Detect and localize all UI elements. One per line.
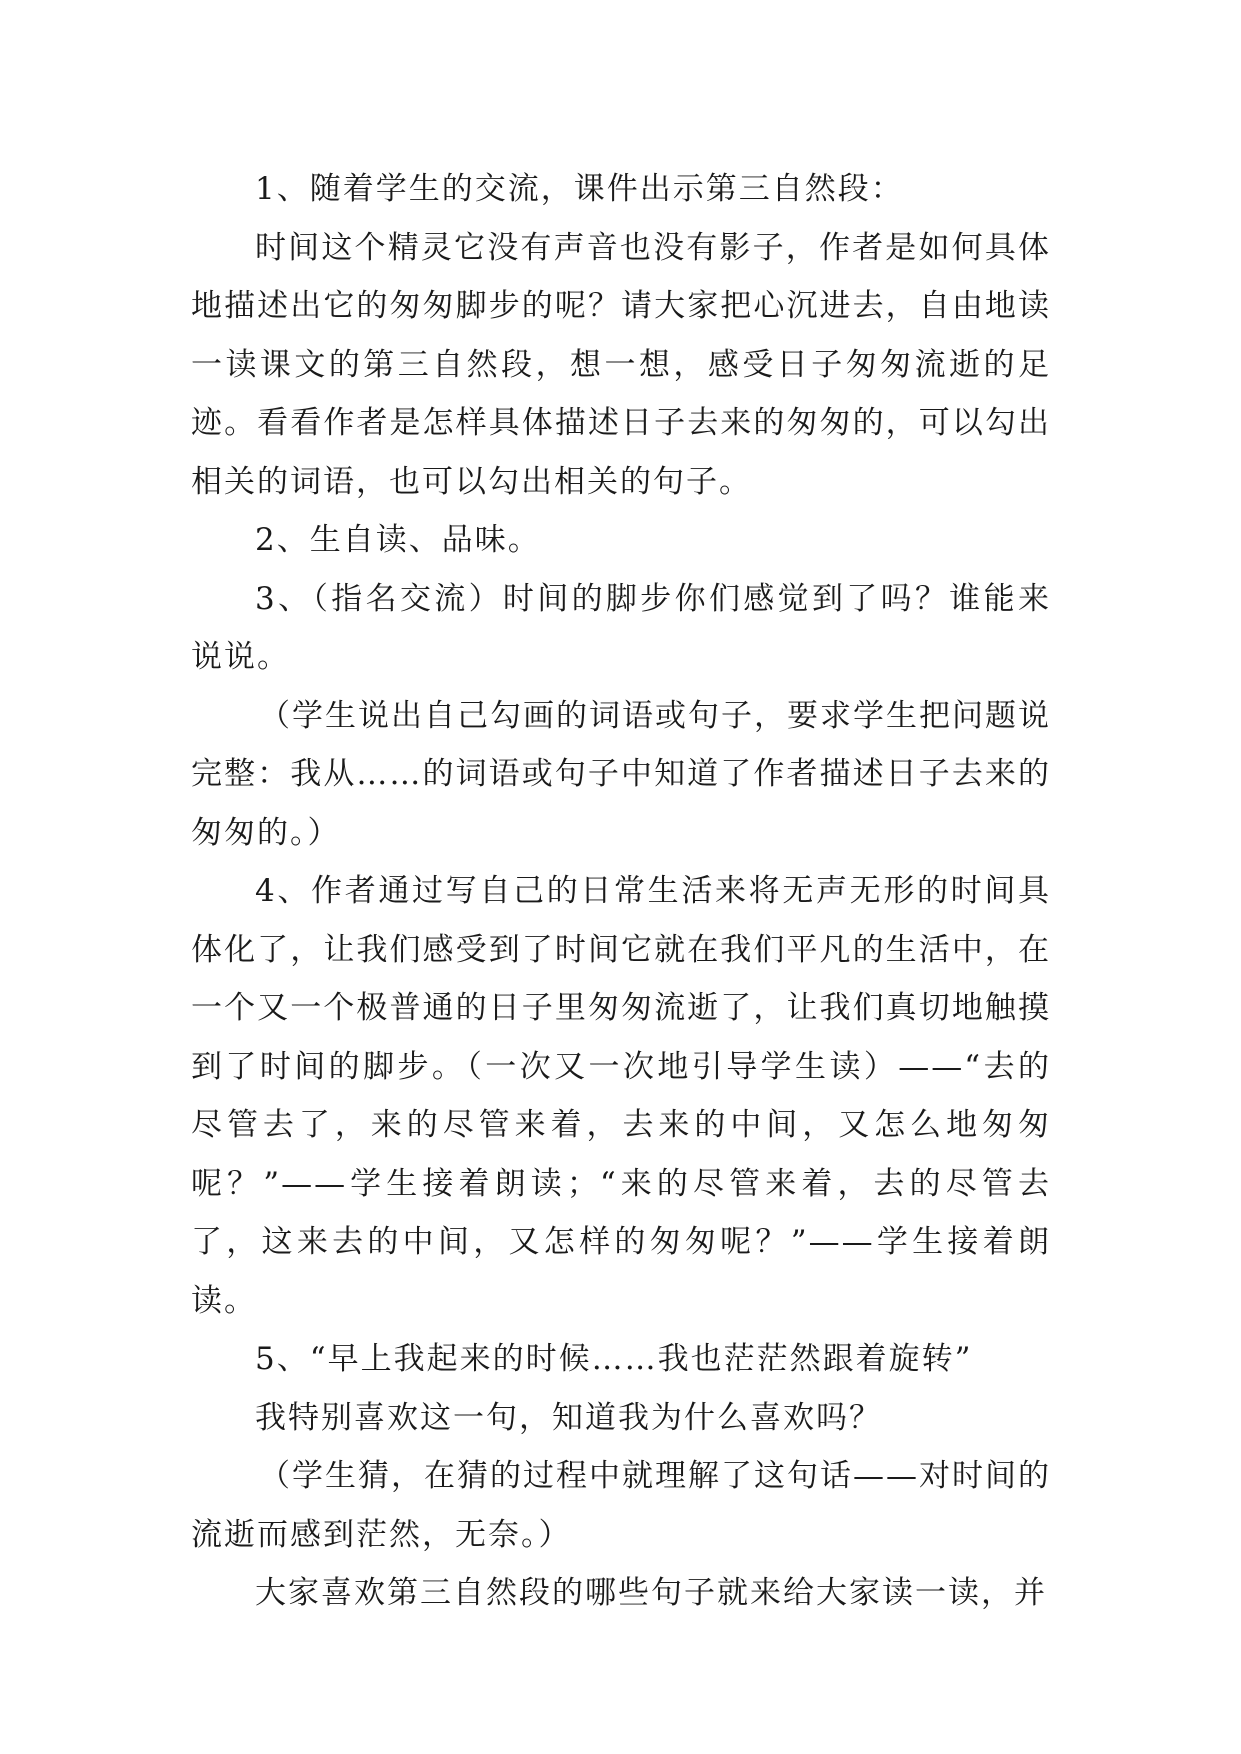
paragraph-step-3: 3、（指名交流）时间的脚步你们感觉到了吗？谁能来说说。 [191, 580, 1051, 675]
paragraph-step-4: 4、作者通过写自己的日常生活来将无声无形的时间具体化了，让我们感受到了时间它就在我们平凡的生活中，在一个又一个极普通的日子里匆匆流逝了，让我们真切地触摸到了时间的脚步。（一次又一次地引导学生读）——“去的尽管去了，来的尽管来着，去来的中间，又怎么地匆匆呢？”——学生接着朗读；“来的尽管来着，去的尽管去了，这来去的中间，又怎样的匆匆呢？”——学生接着朗读。 [191, 873, 1051, 1319]
paragraph-student-note: （学生说出自己勾画的词语或句子，要求学生把问题说完整：我从……的词语或句子中知道了作者描述日子去来的匆匆的。） [191, 697, 1051, 851]
paragraph-read-aloud: 大家喜欢第三自然段的哪些句子就来给大家读一读，并 [255, 1575, 1047, 1611]
paragraph-step-2: 2、生自读、品味。 [255, 522, 541, 558]
paragraph-guide-question: 时间这个精灵它没有声音也没有影子，作者是如何具体地描述出它的匆匆脚步的呢？请大家把心沉进去，自由地读一读课文的第三自然段，想一想，感受日子匆匆流逝的足迹。看看作者是怎样具体描述日子去来的匆匆的，可以勾出相关的词语，也可以勾出相关的句子。 [191, 229, 1051, 500]
paragraph-teacher-question: 我特别喜欢这一句，知道我为什么喜欢吗？ [255, 1399, 882, 1436]
document-body [191, 160, 1051, 1623]
paragraph-student-guess: （学生猜，在猜的过程中就理解了这句话——对时间的流逝而感到茫然，无奈。） [191, 1458, 1051, 1553]
paragraph-step-1: 1、随着学生的交流，课件出示第三自然段： [255, 171, 904, 207]
paragraph-step-5: 5、“早上我起来的时候……我也茫茫然跟着旋转” [255, 1341, 973, 1377]
